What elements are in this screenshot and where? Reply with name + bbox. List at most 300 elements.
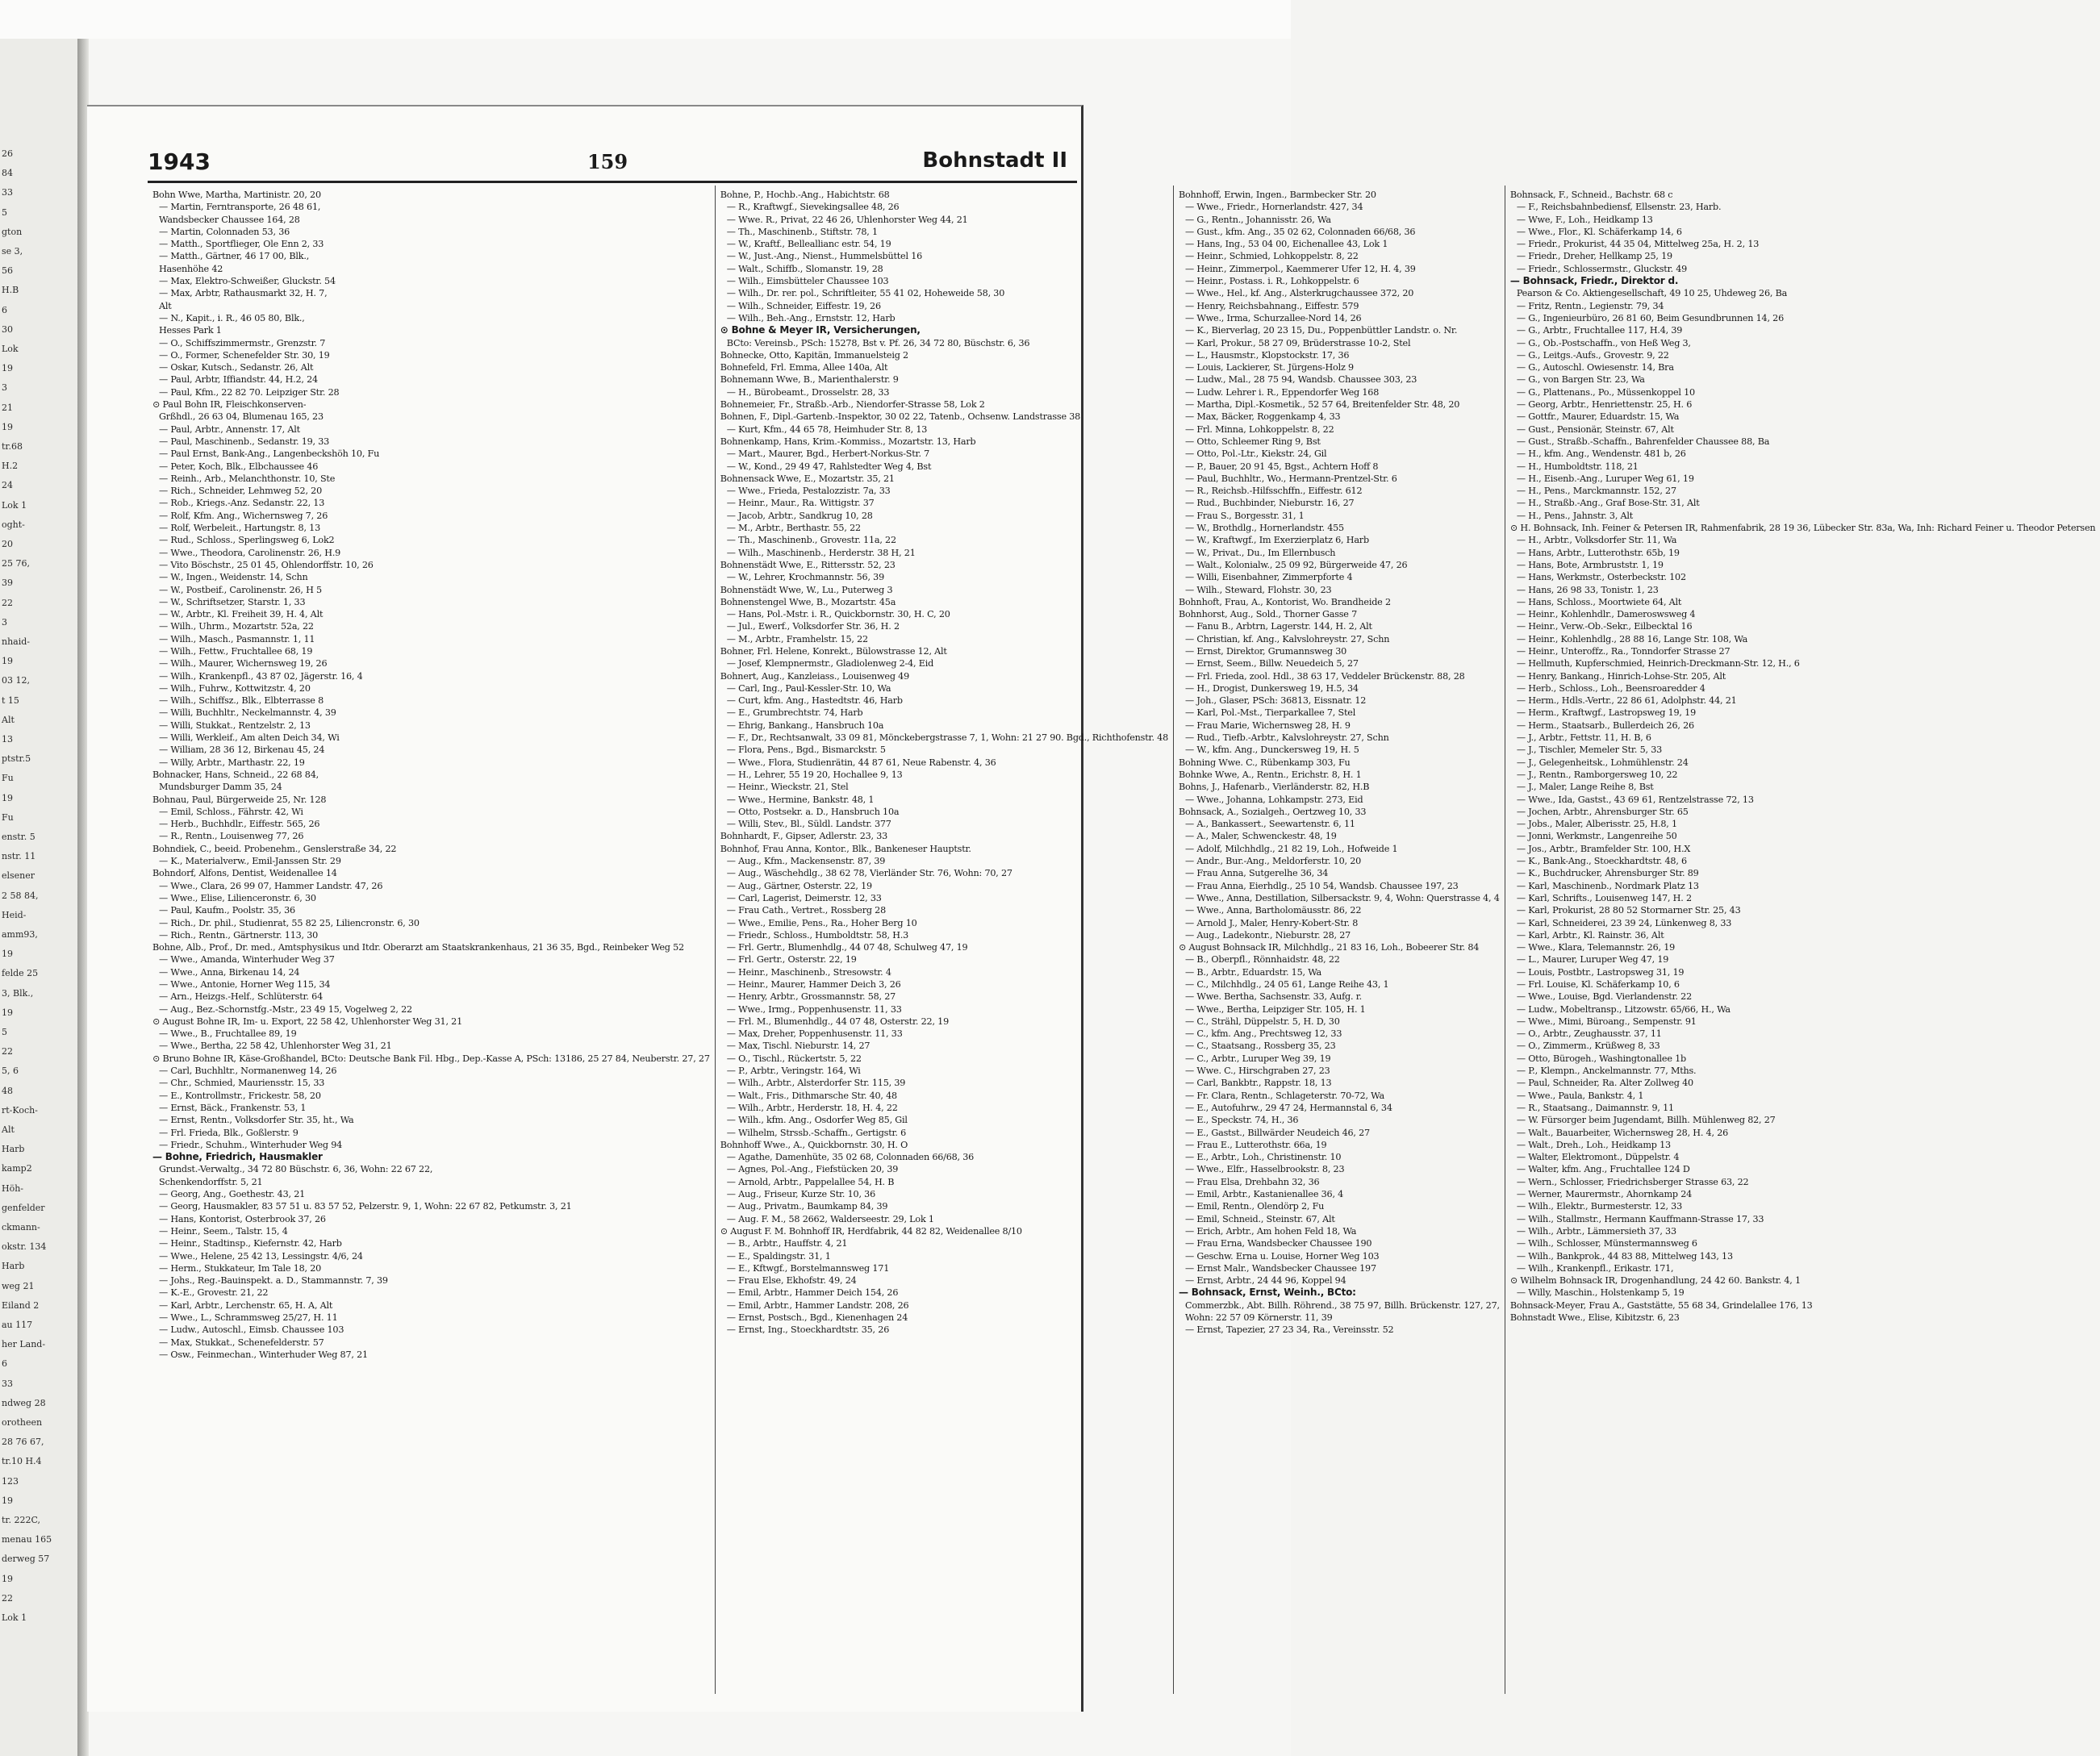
directory-entry: — Ehrig, Bankang., Hansbruch 10a: [726, 720, 884, 731]
directory-entry: — Karl, Arbtr., Kl. Rainstr. 36, Alt: [1516, 929, 1664, 941]
directory-entry: — E., Arbtr., Loh., Christinenstr. 10: [1185, 1152, 1342, 1163]
column-2: [715, 186, 1173, 1694]
directory-entry: — Vito Böschstr., 25 01 45, Ohlendorffstr. 10, 26: [159, 559, 374, 570]
directory-entry: ⊙ Bohne & Meyer IR, Versicherungen,: [720, 324, 921, 336]
directory-entry: — Wwe., Hermine, Bankstr. 48, 1: [726, 794, 875, 805]
directory-entry: — Arnold J., Maler, Henry-Kobert-Str. 8: [1185, 917, 1359, 928]
directory-entry: — Otto, Schleemer Ring 9, Bst: [1185, 436, 1321, 447]
directory-entry: — Wern., Schlosser, Friedrichsberger Strasse 63, 22: [1516, 1176, 1749, 1187]
directory-entry: — Matth., Gärtner, 46 17 00, Blk.,: [159, 251, 310, 262]
directory-entry: — Paul, Maschinenb., Sedanstr. 19, 33: [159, 436, 330, 447]
directory-entry: — Fritz, Rentn., Legienstr. 79, 34: [1516, 300, 1664, 311]
directory-entry: — G., Arbtr., Fruchtallee 117, H.4, 39: [1516, 325, 1683, 336]
directory-entry: Bohnhoff Wwe., A., Quickbornstr. 30, H. O: [720, 1139, 908, 1150]
directory-entry: — Wwe., Anna, Birkenau 14, 24: [159, 966, 300, 978]
directory-entry: — Wilh., kfm. Ang., Osdorfer Weg 85, Gil: [726, 1115, 908, 1126]
directory-entry: Bohnhoff, Erwin, Ingen., Barmbecker Str. 20: [1179, 190, 1376, 200]
left-page-text: Alt: [2, 714, 15, 725]
directory-entry: — Ludw. Lehrer i. R., Eppendorfer Weg 168: [1185, 386, 1380, 398]
left-page-text: 19: [2, 656, 13, 667]
directory-entry: — Gottfr., Maurer, Eduardstr. 15, Wa: [1516, 411, 1680, 423]
left-page-text: 19: [2, 1007, 13, 1018]
left-page-text: 19: [2, 792, 13, 803]
directory-entry: — Bohne, Friedrich, Hausmakler: [152, 1151, 323, 1163]
directory-entry: — Paul, Kaufm., Poolstr. 35, 36: [159, 905, 295, 916]
directory-entry: Bohnstadt Wwe., Elise, Kibitzstr. 6, 23: [1509, 1312, 1680, 1324]
directory-entry: — W., Kraftf., Belleallianc estr. 54, 19: [726, 239, 891, 250]
left-page-text: 19: [2, 1495, 13, 1506]
directory-entry: ⊙ Paul Bohn IR, Fleischkonserven-: [152, 399, 307, 411]
left-page-text: her Land-: [2, 1339, 46, 1350]
directory-entry: — Geschw. Erna u. Louise, Horner Weg 103: [1185, 1250, 1380, 1262]
directory-entry: — Friedr., Prokurist, 44 35 04, Mittelweg 25a, H. 2, 13: [1516, 239, 1760, 250]
left-page-text: 3, Blk.,: [2, 987, 34, 999]
directory-entry: — Jacob, Arbtr., Sandkrug 10, 28: [726, 510, 873, 521]
directory-entry: — Carl, Bankbtr., Rappstr. 18, 13: [1185, 1078, 1332, 1089]
directory-entry: — Heinr., Maschinenb., Stresowstr. 4: [726, 966, 891, 978]
directory-entry: Commerzbk., Abt. Billh. Röhrend., 38 75 97, Billh. Brückenstr. 127, 27,: [1185, 1299, 1500, 1311]
directory-entry: — Paul, Buchhltr., Wo., Hermann-Prentzel-Str. 6: [1185, 473, 1397, 484]
directory-entry: — Aug., Ladekontr., Nieburstr. 28, 27: [1185, 929, 1351, 941]
left-page-text: ndweg 28: [2, 1397, 46, 1408]
directory-entry: — Kurt, Kfm., 44 65 78, Heimhuder Str. 8, 13: [726, 423, 928, 435]
left-page-text: 24: [2, 480, 13, 491]
directory-entry: — Hans, 26 98 33, Tonistr. 1, 23: [1516, 584, 1659, 595]
directory-entry: — Hellmuth, Kupferschmied, Heinrich-Dreckmann-Str. 12, H., 6: [1516, 658, 1800, 669]
directory-entry: — Bohnsack, Ernst, Weinh., BCto:: [1179, 1287, 1356, 1299]
directory-entry: — Walt., Schiffb., Slomanstr. 19, 28: [726, 263, 883, 274]
left-page-text: Höh-: [2, 1182, 24, 1194]
directory-entry: — Herb., Schloss., Loh., Beensroaredder 4: [1516, 682, 1705, 694]
directory-entry: — E., Gastst., Billwärder Neudeich 46, 27: [1185, 1127, 1370, 1138]
directory-entry: — Wwe., Elise, Lilienceronstr. 6, 30: [159, 892, 316, 903]
directory-entry: — Emil, Schneid., Steinstr. 67, Alt: [1185, 1213, 1335, 1224]
directory-entry: — Wilhelm, Strssb.-Schaffn., Gertigstr. 6: [726, 1127, 907, 1138]
directory-entry: Bohnhoft, Frau, A., Kontorist, Wo. Brandheide 2: [1179, 596, 1391, 607]
directory-entry: — Wwe., Antonie, Horner Weg 115, 34: [159, 979, 331, 990]
directory-entry: — B., Arbtr., Eduardstr. 15, Wa: [1185, 966, 1322, 978]
directory-entry: — Georg, Arbtr., Henriettenstr. 25, H. 6: [1516, 399, 1693, 411]
directory-entry: — Emil, Arbtr., Hammer Deich 154, 26: [726, 1287, 899, 1299]
directory-entry: — Christian, kf. Ang., Kalvslohreystr. 27, Schn: [1185, 633, 1390, 644]
left-page-text: kamp2: [2, 1163, 32, 1174]
left-page-text: 19: [2, 949, 13, 960]
directory-entry: — Henry, Bankang., Hinrich-Lohse-Str. 205, Alt: [1516, 670, 1726, 682]
left-page-text: orotheen: [2, 1417, 43, 1428]
directory-entry: — Emil, Arbtr., Hammer Landstr. 208, 26: [726, 1299, 909, 1311]
directory-entry: — Agnes, Pol.-Ang., Fiefstücken 20, 39: [726, 1164, 899, 1175]
directory-entry: — Martin, Ferntransporte, 26 48 61,: [159, 202, 321, 213]
directory-entry: — William, 28 36 12, Birkenau 45, 24: [159, 745, 325, 756]
left-page-text: 19: [2, 1573, 13, 1584]
directory-entry: Bohne, Alb., Prof., Dr. med., Amtsphysikus und Itdr. Oberarzt am Staatskrankenhaus, 21 36 35, Bgd., Reinbeker Weg 52: [152, 942, 684, 953]
directory-entry: — Hans, Pol.-Mstr. i. R., Quickbornstr. 30, H. C, 20: [726, 609, 950, 620]
directory-entry: — Wilh., Fuhrw., Kottwitzstr. 4, 20: [159, 682, 311, 694]
directory-entry: Alt: [159, 300, 172, 311]
left-page-text: 25 76,: [2, 558, 30, 569]
left-page-text: 19: [2, 363, 13, 374]
directory-entry: — Willi, Eisenbahner, Zimmerpforte 4: [1185, 572, 1353, 583]
directory-entry: — Wilh., Dr. rer. pol., Schriftleiter, 55 41 02, Hoheweide 58, 30: [726, 288, 1005, 299]
directory-entry: — Paul, Arbtr., Annenstr. 17, Alt: [159, 423, 300, 435]
directory-entry: — Wwe., Bertha, Leipziger Str. 105, H. 1: [1185, 1003, 1366, 1015]
directory-entry: — Osw., Feinmechan., Winterhuder Weg 87, 21: [159, 1349, 368, 1360]
directory-entry: — Joh., Glaser, PSch: 36813, Eissnatr. 12: [1185, 695, 1367, 707]
directory-entry: Schenkendorffstr. 5, 21: [159, 1176, 263, 1187]
directory-entry: Hesses Park 1: [159, 325, 222, 336]
directory-entry: — Jochen, Arbtr., Ahrensburger Str. 65: [1516, 806, 1689, 817]
directory-entry: — Karl, Arbtr., Lerchenstr. 65, H. A, Alt: [159, 1299, 333, 1311]
directory-entry: Bohnhorst, Aug., Sold., Thorner Gasse 7: [1179, 609, 1357, 620]
left-page-text: H.2: [2, 461, 19, 472]
directory-entry: — W., Brothdlg., Hornerlandstr. 455: [1185, 523, 1344, 534]
directory-entry: — Arn., Heizgs.-Helf., Schlüterstr. 64: [159, 991, 323, 1003]
directory-entry: — W., Postbeif., Carolinenstr. 26, H 5: [159, 584, 322, 595]
directory-entry: — Frau Erna, Wandsbecker Chaussee 190: [1185, 1238, 1372, 1249]
directory-entry: — Karl, Pol.-Mst., Tierparkallee 7, Stel: [1185, 707, 1356, 719]
left-page-text: oght-: [2, 519, 25, 530]
directory-entry: — W., Lehrer, Krochmannstr. 56, 39: [726, 572, 885, 583]
directory-entry: — R., Kraftwgf., Sievekingsallee 48, 26: [726, 202, 900, 213]
directory-entry: — Otto, Bürogeh., Washingtonallee 1b: [1516, 1053, 1687, 1064]
directory-entry: — W., Kond., 29 49 47, Rahlstedter Weg 4, Bst: [726, 461, 932, 472]
page-number: 159: [587, 150, 628, 173]
directory-entry: BCto: Vereinsb., PSch: 15278, Bst v. Pf. 26, 34 72 80, Büschstr. 6, 36: [726, 337, 1030, 348]
directory-entry: — Martha, Dipl.-Kosmetik., 52 57 64, Breitenfelder Str. 48, 20: [1185, 399, 1460, 411]
directory-entry: ⊙ H. Bohnsack, Inh. Feiner & Petersen IR, Rahmenfabrik, 28 19 36, Lübecker Str. 83a, Wa, Inh: Richard Feiner u. Theodor Petersen: [1509, 523, 2096, 534]
directory-entry: — Paul, Kfm., 22 82 70. Leipziger Str. 28: [159, 386, 340, 398]
directory-entry: — Wwe., Theodora, Carolinenstr. 26, H.9: [159, 547, 341, 558]
directory-entry: — Wwe., Bertha, 22 58 42, Uhlenhorster Weg 31, 21: [159, 1041, 392, 1052]
directory-entry: — Frau Elsa, Drehbahn 32, 36: [1185, 1176, 1320, 1187]
left-page-text: 5: [2, 206, 7, 218]
directory-entry: — Frl. Louise, Kl. Schäferkamp 10, 6: [1516, 979, 1680, 990]
directory-entry: — Karl, Prokurist, 28 80 52 Stormarner Str. 25, 43: [1516, 905, 1741, 916]
directory-entry: ⊙ Wilhelm Bohnsack IR, Drogenhandlung, 24 42 60. Bankstr. 4, 1: [1509, 1275, 1801, 1287]
directory-entry: Bohnemann Wwe, B., Marienthalerstr. 9: [720, 374, 899, 386]
directory-entry: — Wilh., Schlosser, Münstermannsweg 6: [1516, 1238, 1697, 1249]
directory-entry: — Wilh., Maschinenb., Herderstr. 38 H, 21: [726, 547, 916, 558]
directory-entry: Bohnhof, Frau Anna, Kontor., Blk., Bankeneser Hauptstr.: [720, 843, 971, 854]
left-page-fragment: [0, 39, 80, 1756]
directory-entry: — C., Staatsang., Rossberg 35, 23: [1185, 1041, 1336, 1052]
left-page-text: nhaid-: [2, 636, 31, 647]
left-page-text: genfelder: [2, 1202, 45, 1213]
directory-entry: — Heinr., Seem., Talstr. 15, 4: [159, 1225, 288, 1237]
directory-entry: — J., Tischler, Memeler Str. 5, 33: [1516, 745, 1663, 756]
directory-entry: — Wilh., Krankenpfl., Erikastr. 171,: [1516, 1262, 1674, 1274]
directory-entry: — H., Eisenb.-Ang., Luruper Weg 61, 19: [1516, 473, 1694, 484]
left-page-text: 20: [2, 539, 13, 549]
directory-entry: — W., Privat., Du., Im Ellernbusch: [1185, 547, 1336, 558]
directory-entry: Bohnau, Paul, Bürgerweide 25, Nr. 128: [152, 794, 327, 805]
directory-entry: Grundst.-Verwaltg., 34 72 80 Büschstr. 6, 36, Wohn: 22 67 22,: [159, 1164, 433, 1175]
left-page-text: ckmann-: [2, 1222, 40, 1233]
directory-entry: — K.-E., Grovestr. 21, 22: [159, 1287, 269, 1299]
directory-entry: — L., Hausmstr., Klopstockstr. 17, 36: [1185, 349, 1350, 361]
directory-entry: — Rich., Schneider, Lehmweg 52, 20: [159, 486, 322, 497]
directory-entry: — Walt., Dreh., Loh., Heidkamp 13: [1516, 1139, 1671, 1150]
directory-entry: — P., Bauer, 20 91 45, Bgst., Achtern Hoff 8: [1185, 461, 1379, 472]
left-page-text: 39: [2, 578, 13, 589]
directory-entry: — Paul, Arbtr, Iffiandstr. 44, H.2, 24: [159, 374, 318, 386]
directory-entry: Bohnke Wwe, A., Rentn., Erichstr. 8, H. 1: [1179, 769, 1362, 780]
directory-entry: Bohnenstädt Wwe, E., Rittersstr. 52, 23: [720, 559, 896, 570]
left-page-text: 6: [2, 1358, 7, 1370]
directory-entry: Bohnensack Wwe, E., Mozartstr. 35, 21: [720, 473, 895, 484]
directory-entry: — Frau Anna, Sutgerelhe 36, 34: [1185, 868, 1329, 879]
directory-entry: — H., Humboldtstr. 118, 21: [1516, 461, 1639, 472]
left-page-text: 13: [2, 734, 13, 745]
left-page-text: Fu: [2, 811, 14, 823]
columns: [148, 186, 2096, 1694]
directory-entry: — Werner, Maurermstr., Ahornkamp 24: [1516, 1189, 1693, 1200]
directory-entry: — W. Fürsorger beim Jugendamt, Billh. Mühlenweg 82, 27: [1516, 1115, 1776, 1126]
directory-entry: — Max, Tischl. Nieburstr. 14, 27: [726, 1041, 870, 1052]
directory-entry: — Henry, Arbtr., Grossmannstr. 58, 27: [726, 991, 896, 1003]
directory-entry: — Wwe., Anna, Destillation, Silbersackstr. 9, 4, Wohn: Querstrasse 4, 4: [1185, 892, 1500, 903]
left-page-text: okstr. 134: [2, 1241, 47, 1253]
directory-entry: — Walt., Kolonialw., 25 09 92, Bürgerweide 47, 26: [1185, 559, 1408, 570]
year-label: 1943: [148, 148, 211, 175]
column-4: [1505, 186, 2100, 1694]
directory-entry: — Herm., Stukkateur, Im Tale 18, 20: [159, 1262, 322, 1274]
left-page-text: gton: [2, 226, 23, 237]
left-page-text: tr.10 H.4: [2, 1456, 42, 1467]
directory-entry: — L., Maurer, Luruper Weg 47, 19: [1516, 954, 1669, 966]
directory-entry: — Max, Dreher, Poppenhusenstr. 11, 33: [726, 1028, 903, 1040]
left-page-text: 2 58 84,: [2, 890, 39, 901]
left-page-text: Eiland 2: [2, 1299, 40, 1311]
directory-entry: — Wwe., Ida, Gastst., 43 69 61, Rentzelstrasse 72, 13: [1516, 794, 1754, 805]
directory-entry: — C., Strähl, Düppelstr. 5, H. D, 30: [1185, 1016, 1340, 1027]
directory-entry: — Louis, Lackierer, St. Jürgens-Holz 9: [1185, 362, 1354, 373]
directory-entry: — W., Schriftsetzer, Starstr. 1, 33: [159, 596, 306, 607]
directory-entry: — Max, Elektro-Schweißer, Gluckstr. 54: [159, 276, 336, 287]
directory-entry: — Wwe., Mimi, Büroang., Sempenstr. 91: [1516, 1016, 1697, 1027]
directory-entry: — B., Oberpfl., Rönnhaidstr. 48, 22: [1185, 954, 1340, 966]
directory-entry: — Hans, Schloss., Moortwiete 64, Alt: [1516, 596, 1682, 607]
directory-entry: — Chr., Schmied, Mauriensstr. 15, 33: [159, 1078, 325, 1089]
directory-entry: ⊙ August F. M. Bohnhoff IR, Herdfabrik, 44 82 82, Weidenallee 8/10: [720, 1225, 1022, 1237]
directory-entry: — Wilh., Stallmstr., Hermann Kauffmann-Strasse 17, 33: [1516, 1213, 1764, 1224]
directory-entry: Bohndiek, C., beeid. Probenehm., Genslerstraße 34, 22: [152, 843, 397, 854]
directory-entry: — Karl, Prokur., 58 27 09, Brüderstrasse 10-2, Stel: [1185, 337, 1411, 348]
directory-entry: — Georg, Ang., Goethestr. 43, 21: [159, 1189, 306, 1200]
directory-entry: — Heinr., Schmied, Lohkoppelstr. 8, 22: [1185, 251, 1359, 262]
directory-entry: — Wwe., Irma, Schurzallee-Nord 14, 26: [1185, 312, 1362, 323]
directory-entry: — K., Buchdrucker, Ahrensburger Str. 89: [1516, 868, 1699, 879]
directory-entry: — Wilh., Arbtr., Alsterdorfer Str. 115, 39: [726, 1078, 906, 1089]
directory-entry: — A., Bankassert., Seewartenstr. 6, 11: [1185, 819, 1355, 830]
directory-entry: — E., Autofuhrw., 29 47 24, Hermannstal 6, 34: [1185, 1102, 1392, 1113]
left-page-text: Fu: [2, 773, 14, 784]
directory-entry: — W., Ingen., Weidenstr. 14, Schn: [159, 572, 308, 583]
directory-entry: — Wwe., Flora, Studienrätin, 44 87 61, Neue Rabenstr. 4, 36: [726, 757, 996, 768]
left-page-text: Heid-: [2, 909, 27, 920]
directory-entry: Hasenhöhe 42: [159, 263, 223, 274]
directory-entry: — Heinr., Maurer, Hammer Deich 3, 26: [726, 979, 901, 990]
directory-entry: — Aug., Wäschehdlg., 38 62 78, Vierländer Str. 76, Wohn: 70, 27: [726, 868, 1012, 879]
directory-entry: — Wwe., Flor., Kl. Schäferkamp 14, 6: [1516, 226, 1682, 237]
directory-entry: — Herm., Hdls.-Vertr., 22 86 61, Adolphstr. 44, 21: [1516, 695, 1737, 707]
directory-entry: — Willi, Buchhltr., Neckelmannstr. 4, 39: [159, 707, 336, 719]
directory-entry: Bohnsack-Meyer, Frau A., Gaststätte, 55 68 34, Grindelallee 176, 13: [1509, 1299, 1813, 1311]
directory-entry: — H., Bürobeamt., Drosselstr. 28, 33: [726, 386, 890, 398]
directory-entry: — Wwe., L., Schrammsweg 25/27, H. 11: [159, 1312, 338, 1324]
directory-entry: — Ernst, Ing., Stoeckhardtstr. 35, 26: [726, 1324, 890, 1336]
directory-entry: — E., Kftwgf., Borstelmannsweg 171: [726, 1262, 890, 1274]
directory-entry: — Rolf, Werbeleit., Hartungstr. 8, 13: [159, 523, 320, 534]
left-page-text: weg 21: [2, 1280, 35, 1291]
left-page-text: amm93,: [2, 929, 38, 940]
directory-entry: — W., Arbtr., Kl. Freiheit 39, H. 4, Alt: [159, 609, 324, 620]
left-page-text: 3: [2, 616, 7, 628]
directory-entry: Bohner, Frl. Helene, Konrekt., Bülowstrasse 12, Alt: [720, 645, 947, 657]
directory-entry: ⊙ August Bohnsack IR, Milchhdlg., 21 83 16, Loh., Bobeerer Str. 84: [1179, 942, 1480, 953]
left-page-text: 30: [2, 323, 13, 335]
directory-entry: — Hans, Ing., 53 04 00, Eichenallee 43, Lok 1: [1185, 239, 1388, 250]
directory-entry: — Walter, kfm. Ang., Fruchtallee 124 D: [1516, 1164, 1690, 1175]
column-3: [1173, 186, 1505, 1694]
directory-entry: — F., Reichsbahnbediensf, Ellsenstr. 23, Harb.: [1516, 202, 1722, 213]
left-page-text: Lok 1: [2, 499, 27, 511]
directory-entry: — Walter, Elektromont., Düppelstr. 4: [1516, 1152, 1680, 1163]
directory-entry: — P., Arbtr., Veringstr. 164, Wi: [726, 1066, 861, 1077]
directory-entry: Bohns, J., Hafenarb., Vierländerstr. 82, H.B: [1179, 782, 1370, 793]
directory-entry: — G., Ob.-Postschaffn., von Heß Weg 3,: [1516, 337, 1691, 348]
directory-entry: — Herm., Kraftwgf., Lastropsweg 19, 19: [1516, 707, 1696, 719]
directory-entry: — Gust., Straßb.-Schaffn., Bahrenfelder Chaussee 88, Ba: [1516, 436, 1770, 447]
directory-entry: — Karl, Schrifts., Louisenweg 147, H. 2: [1516, 892, 1692, 903]
directory-entry: — Wwe. R., Privat, 22 46 26, Uhlenhorster Weg 44, 21: [726, 214, 968, 225]
left-page-text: tr. 222C,: [2, 1515, 40, 1525]
directory-entry: — Wilh., Arbtr., Herderstr. 18, H. 4, 22: [726, 1102, 898, 1113]
directory-entry: — Carl, Buchhltr., Normanenweg 14, 26: [159, 1066, 337, 1077]
left-page-text: 22: [2, 597, 13, 608]
directory-entry: — O., Schiffszimmermstr., Grenzstr. 7: [159, 337, 326, 348]
directory-entry: ⊙ Bruno Bohne IR, Käse-Großhandel, BCto: Deutsche Bank Fil. Hbg., Dep.-Kasse A, PSch: 13186, 25 27 84, Neuberstr. 27, 27: [152, 1053, 710, 1064]
directory-entry: — Reinh., Arb., Melanchthonstr. 10, Ste: [159, 473, 336, 484]
directory-entry: — Willi, Stev., Bl., Süldl. Landstr. 377: [726, 819, 891, 830]
directory-entry: — Ernst, Arbtr., 24 44 96, Koppel 94: [1185, 1275, 1346, 1287]
directory-entry: — Agathe, Damenhüte, 35 02 68, Colonnaden 66/68, 36: [726, 1152, 975, 1163]
directory-entry: — Ernst, Direktor, Grumannsweg 30: [1185, 645, 1347, 657]
directory-entry: — Th., Maschinenb., Stiftstr. 78, 1: [726, 226, 878, 237]
directory-entry: — Fanu B., Arbtrn, Lagerstr. 144, H. 2, Alt: [1185, 621, 1372, 632]
directory-entry: — Louis, Postbtr., Lastropsweg 31, 19: [1516, 966, 1685, 978]
directory-entry: — Ernst, Rentn., Volksdorfer Str. 35, ht., Wa: [159, 1115, 354, 1126]
left-page-text: 21: [2, 402, 13, 413]
directory-entry: — Herm., Staatsarb., Bullerdeich 26, 26: [1516, 720, 1694, 731]
directory-entry: Bohnacker, Hans, Schneid., 22 68 84,: [152, 769, 319, 780]
left-page-text: 03 12,: [2, 675, 30, 686]
left-page-text: 6: [2, 304, 7, 315]
left-page-text: H.B: [2, 285, 19, 296]
directory-entry: — Friedr., Dreher, Hellkamp 25, 19: [1516, 251, 1672, 262]
directory-entry: — Josef, Klempnermstr., Gladiolenweg 2-4, Eid: [726, 658, 934, 669]
directory-entry: — Wilh., Arbtr., Lämmersieth 37, 33: [1516, 1225, 1676, 1237]
directory-entry: — Rolf, Kfm. Ang., Wichernsweg 7, 26: [159, 510, 328, 521]
directory-entry: — O., Arbtr., Zeughausstr. 37, 11: [1516, 1028, 1662, 1040]
directory-entry: — Wwe., Hel., kf. Ang., Alsterkrugchaussee 372, 20: [1185, 288, 1414, 299]
directory-entry: — B., Arbtr., Hauffstr. 4, 21: [726, 1238, 848, 1249]
left-page-text: felde 25: [2, 968, 39, 979]
left-page-text: rt-Koch-: [2, 1104, 38, 1116]
directory-entry: Pearson & Co. Aktiengesellschaft, 49 10 25, Uhdeweg 26, Ba: [1516, 288, 1788, 299]
left-page-text: 28 76 67,: [2, 1437, 44, 1448]
directory-entry: — Th., Maschinenb., Grovestr. 11a, 22: [726, 535, 896, 546]
directory-entry: — Wwe., Johanna, Lohkampstr. 273, Eid: [1185, 794, 1363, 805]
directory-entry: — Wwe., Klara, Telemannstr. 26, 19: [1516, 942, 1676, 953]
directory-entry: — Karl, Maschinenb., Nordmark Platz 13: [1516, 880, 1699, 891]
directory-entry: — Emil, Schloss., Fährstr. 42, Wi: [159, 806, 303, 817]
left-page-text: t 15: [2, 694, 19, 706]
section-label: Bohnstadt II: [922, 148, 1067, 173]
directory-entry: — G., Ingenieurbüro, 26 81 60, Beim Gesundbrunnen 14, 26: [1516, 312, 1785, 323]
directory-entry: — Wilh., Beh.-Ang., Ernststr. 12, Harb: [726, 312, 896, 323]
directory-entry: — E., Speckstr. 74, H., 36: [1185, 1115, 1299, 1126]
directory-entry: — Wwe., Louise, Bgd. Vierlandenstr. 22: [1516, 991, 1693, 1003]
directory-entry: — Aug., Kfm., Mackensenstr. 87, 39: [726, 856, 886, 867]
left-page-text: nstr. 11: [2, 851, 36, 862]
directory-entry: — Wwe., Clara, 26 99 07, Hammer Landstr. 47, 26: [159, 880, 383, 891]
directory-entry: — Frau Else, Ekhofstr. 49, 24: [726, 1275, 857, 1287]
directory-entry: — K., Bierverlag, 20 23 15, Du., Poppenbüttler Landstr. o. Nr.: [1185, 325, 1458, 336]
directory-entry: — Frau Marie, Wichernsweg 28, H. 9: [1185, 720, 1351, 731]
directory-entry: — H., Lehrer, 55 19 20, Hochallee 9, 13: [726, 769, 903, 780]
directory-entry: — O., Former, Schenefelder Str. 30, 19: [159, 349, 330, 361]
directory-entry: — Wilh., Schiffsz., Blk., Elbterrasse 8: [159, 695, 324, 707]
directory-entry: — Heinr., Kohlenhdlg., 28 88 16, Lange Str. 108, Wa: [1516, 633, 1748, 644]
directory-entry: — Rich., Rentn., Gärtnerstr. 113, 30: [159, 929, 319, 941]
directory-entry: — Wilh., Schneider, Eiffestr. 19, 26: [726, 300, 881, 311]
left-page-text: 3: [2, 382, 7, 394]
directory-entry: — Hans, Arbtr., Lutterothstr. 65b, 19: [1516, 547, 1680, 558]
directory-entry: — Peter, Koch, Blk., Elbchaussee 46: [159, 461, 319, 472]
directory-entry: Bohnefeld, Frl. Emma, Allee 140a, Alt: [720, 362, 888, 373]
directory-entry: — Walt., Bauarbeiter, Wichernsweg 28, H. 4, 26: [1516, 1127, 1729, 1138]
directory-entry: — Heinr., Wieckstr. 21, Stel: [726, 782, 849, 793]
directory-entry: — Ernst Malr., Wandsbecker Chaussee 197: [1185, 1262, 1376, 1274]
directory-entry: Bohndorf, Alfons, Dentist, Weidenallee 14: [152, 868, 337, 879]
left-page-text: 56: [2, 265, 13, 277]
directory-entry: — N., Kapit., i. R., 46 05 80, Blk.,: [159, 312, 305, 323]
directory-entry: — P., Klempn., Anckelmannstr. 77, Mths.: [1516, 1066, 1697, 1077]
directory-entry: — Frau E., Lutterothstr. 66a, 19: [1185, 1139, 1327, 1150]
directory-entry: — W., Just.-Ang., Nienst., Hummelsbüttel 16: [726, 251, 923, 262]
directory-entry: — C., Milchhdlg., 24 05 61, Lange Reihe 43, 1: [1185, 979, 1389, 990]
directory-entry: — Mart., Maurer, Bgd., Herbert-Norkus-Str. 7: [726, 448, 930, 460]
directory-entry: — E., Kontrollmstr., Frickestr. 58, 20: [159, 1090, 321, 1101]
directory-entry: — Ludw., Autoschl., Eimsb. Chaussee 103: [159, 1324, 344, 1336]
directory-entry: — Wwe., Frieda, Pestalozzistr. 7a, 33: [726, 486, 891, 497]
directory-entry: — Max, Stukkat., Schenefelderstr. 57: [159, 1337, 324, 1348]
directory-entry: — Walt., Fris., Dithmarsche Str. 40, 48: [726, 1090, 897, 1101]
directory-entry: Bohnhardt, F., Gipser, Adlerstr. 23, 33: [720, 831, 888, 842]
directory-entry: — Johs., Reg.-Bauinspekt. a. D., Stammannstr. 7, 39: [159, 1275, 388, 1287]
directory-entry: — Emil, Rentn., Olendörp 2, Fu: [1185, 1201, 1325, 1212]
directory-entry: — C., Arbtr., Luruper Weg 39, 19: [1185, 1053, 1331, 1064]
directory-entry: — Wilh., Maurer, Wichernsweg 19, 26: [159, 658, 328, 669]
directory-entry: — G., Plattenans., Po., Müssenkoppel 10: [1516, 386, 1695, 398]
directory-entry: — Ernst, Bäck., Frankenstr. 53, 1: [159, 1102, 307, 1113]
directory-entry: — H., Arbtr., Volksdorfer Str. 11, Wa: [1516, 535, 1677, 546]
directory-entry: — Ernst, Tapezier, 27 23 34, Ra., Vereinsstr. 52: [1185, 1324, 1394, 1336]
directory-entry: — Wwe., Emilie, Pens., Ra., Hoher Berg 10: [726, 917, 917, 928]
directory-entry: — Wwe., Helene, 25 42 13, Lessingstr. 4/6, 24: [159, 1250, 363, 1262]
directory-entry: — Heinr., Zimmerpol., Kaemmerer Ufer 12, H. 4, 39: [1185, 263, 1416, 274]
